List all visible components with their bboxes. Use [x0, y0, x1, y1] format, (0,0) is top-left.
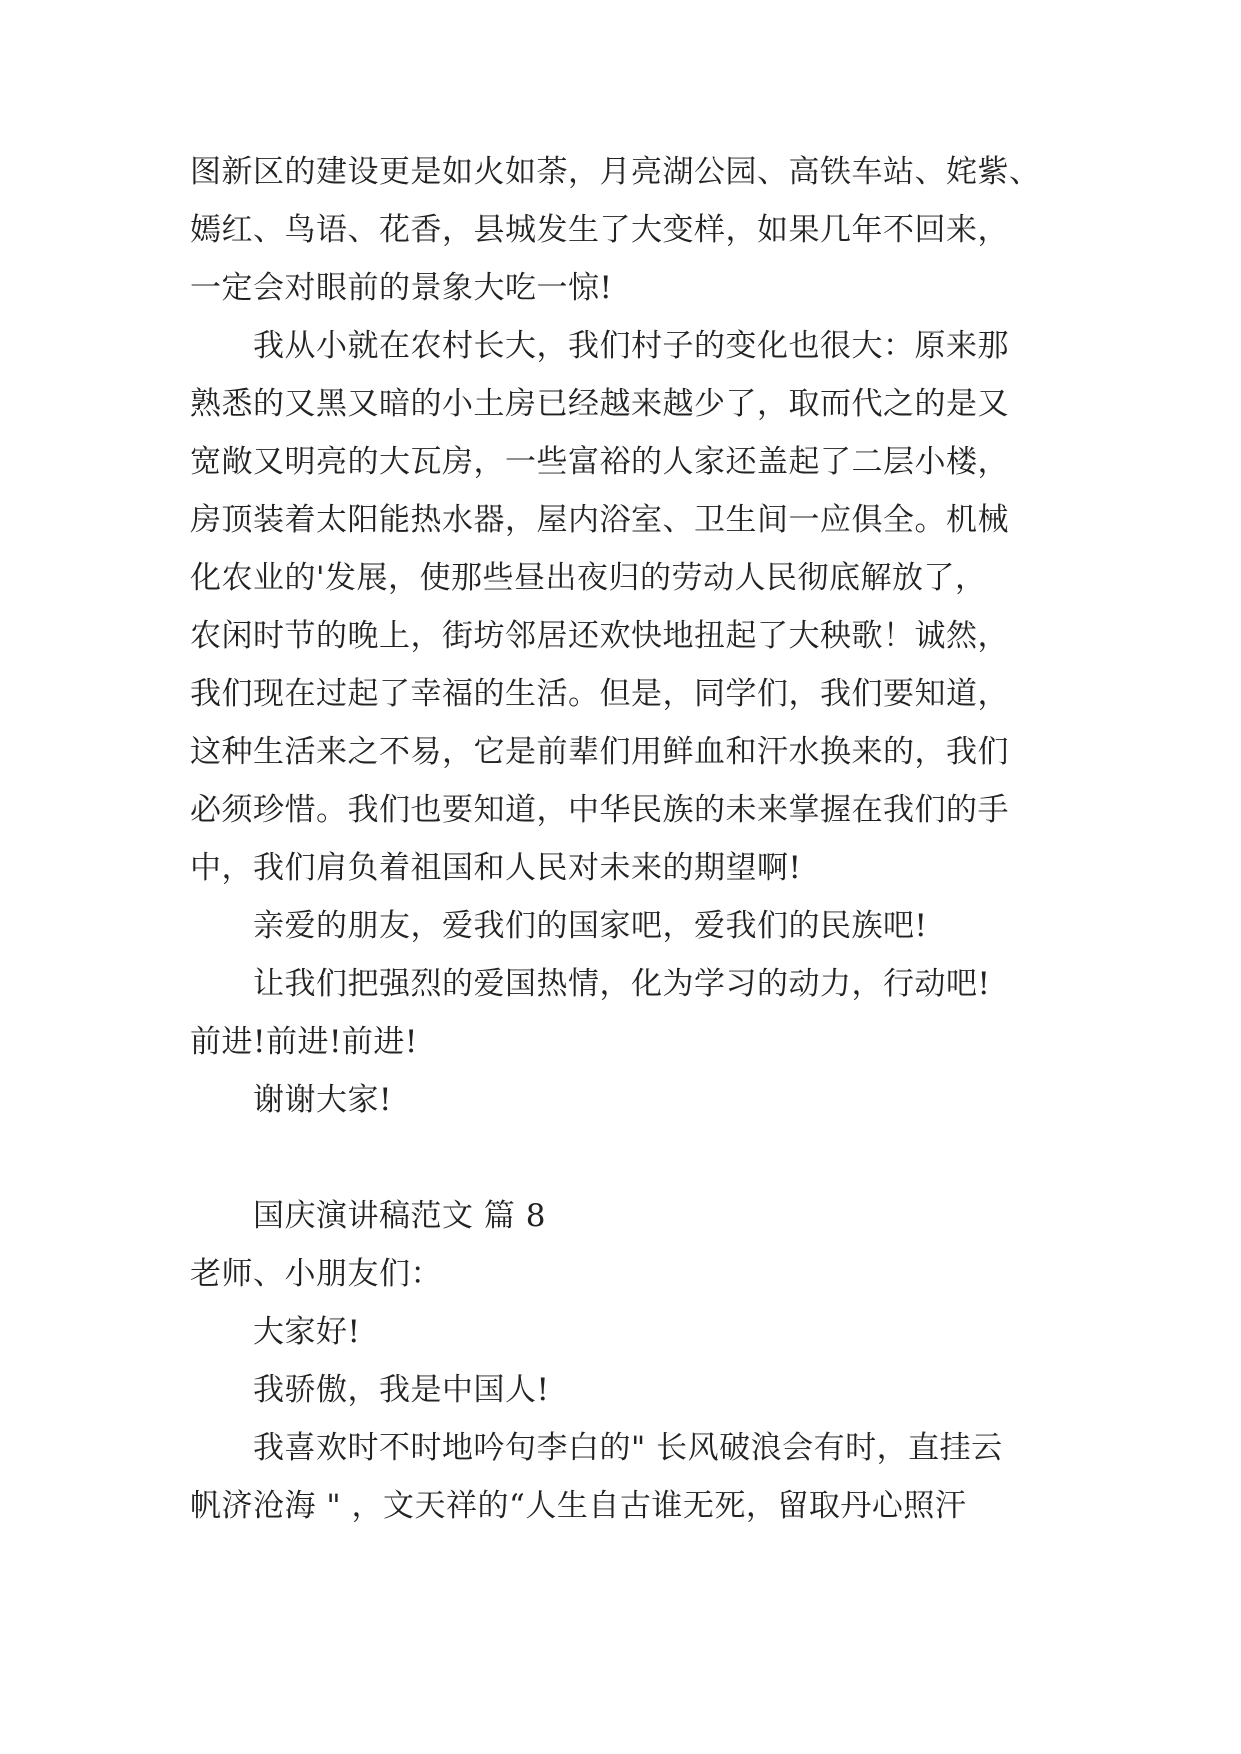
paragraph-first-line: 让我们把强烈的爱国热情，化为学习的动力，行动吧! — [253, 966, 991, 1002]
paragraph-line: 这种生活来之不易，它是前辈们用鲜血和汗水换来的，我们 — [190, 734, 1009, 770]
paragraph-line: 必须珍惜。我们也要知道，中华民族的未来掌握在我们的手 — [190, 792, 1009, 828]
paragraph-line: 房顶装着太阳能热水器，屋内浴室、卫生间一应俱全。机械 — [190, 502, 1009, 538]
paragraph-line: 前进!前进!前进! — [190, 1024, 418, 1060]
paragraph-line: 化农业的'发展，使那些昼出夜归的劳动人民彻底解放了， — [190, 560, 987, 596]
paragraph-first-line: 我骄傲，我是中国人! — [253, 1372, 550, 1408]
paragraph-first-line: 我从小就在农村长大，我们村子的变化也很大：原来那 — [253, 328, 1009, 364]
paragraph-line: 帆济沧海 " ，文天祥的“人生自古谁无死，留取丹心照汗 — [190, 1488, 967, 1524]
paragraph-line: 宽敞又明亮的大瓦房，一些富裕的人家还盖起了二层小楼， — [190, 444, 1009, 480]
paragraph-line: 中，我们肩负着祖国和人民对未来的期望啊! — [190, 850, 802, 886]
paragraph-line: 熟悉的又黑又暗的小土房已经越来越少了，取而代之的是又 — [190, 386, 1009, 422]
salutation: 老师、小朋友们： — [190, 1256, 442, 1292]
paragraph-first-line: 我喜欢时不时地吟句李白的" 长风破浪会有时，直挂云 — [253, 1430, 1003, 1466]
paragraph-line: 我们现在过起了幸福的生活。但是，同学们，我们要知道， — [190, 676, 1009, 712]
closing-line: 谢谢大家! — [253, 1082, 392, 1118]
paragraph-line: 嫣红、鸟语、花香，县城发生了大变样，如果几年不回来， — [190, 212, 1009, 248]
section-heading: 国庆演讲稿范文 篇 8 — [253, 1198, 546, 1234]
greeting: 大家好! — [253, 1314, 361, 1350]
paragraph-first-line: 亲爱的朋友，爱我们的国家吧，爱我们的民族吧! — [253, 908, 928, 944]
paragraph-line: 农闲时节的晚上，街坊邻居还欢快地扭起了大秧歌！诚然， — [190, 618, 1009, 654]
paragraph-line: 一定会对眼前的景象大吃一惊! — [190, 270, 613, 306]
paragraph-line: 图新区的建设更是如火如荼，月亮湖公园、高铁车站、姹紫、 — [190, 154, 1041, 190]
